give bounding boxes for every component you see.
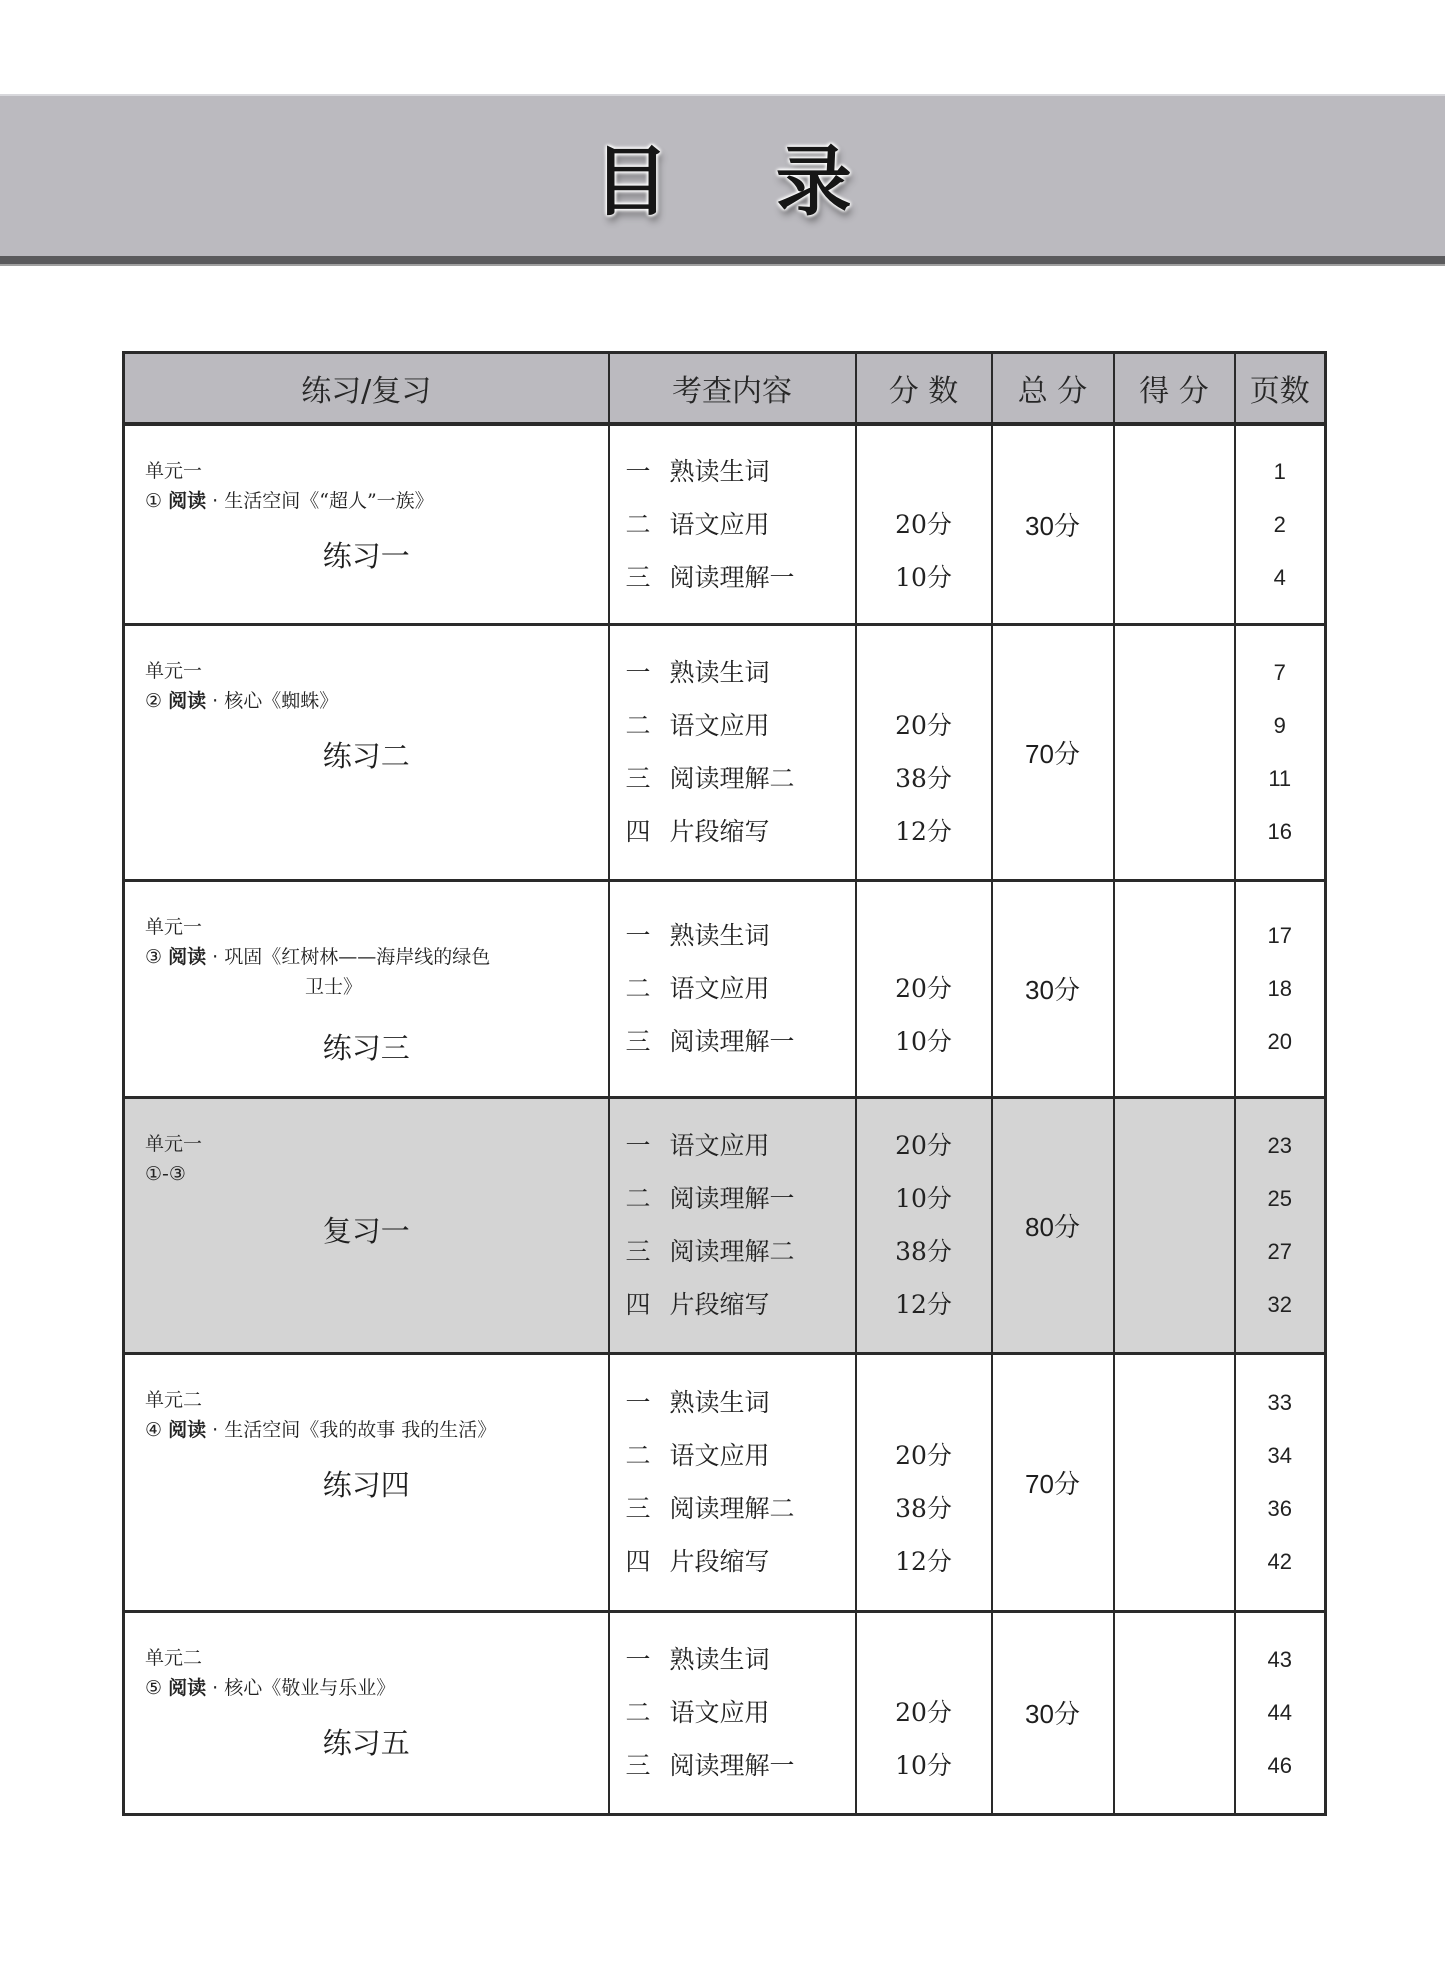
content-item [610, 551, 855, 604]
item-label: 熟读生词 [669, 921, 770, 950]
item-score: 12分 [895, 1290, 952, 1319]
earned-score-field[interactable] [1114, 624, 1235, 880]
lesson-line [145, 942, 490, 1002]
earned-score-field[interactable] [1114, 424, 1235, 624]
item-label: 阅读理解一 [669, 1027, 795, 1056]
content-item [610, 962, 855, 1015]
item-score: 20分 [895, 974, 952, 1003]
item-label: 熟读生词 [669, 658, 770, 687]
table-header-row [124, 353, 1326, 425]
exercise-cell [124, 1353, 609, 1611]
content-item [610, 1172, 855, 1225]
exercise-name: 复习一 [322, 1213, 410, 1248]
lesson-type: 阅读 [168, 689, 207, 712]
exercise-cell [124, 624, 609, 880]
item-label: 阅读理解二 [669, 1494, 795, 1523]
item-number: 二 [625, 1441, 651, 1470]
content-item [610, 1278, 855, 1331]
page-number: 20 [1267, 1029, 1292, 1054]
page-number: 1 [1273, 458, 1286, 484]
item-number: 三 [625, 764, 651, 793]
earned-score-field[interactable] [1114, 1353, 1235, 1611]
content-item [610, 1119, 855, 1172]
lesson-title: 《蜘蛛》 [262, 689, 339, 712]
item-score: 38分 [895, 764, 952, 793]
score-cell [856, 1353, 992, 1611]
content-cell [609, 624, 856, 880]
content-item [610, 1376, 855, 1429]
lesson-meta [145, 1643, 395, 1703]
exercise-row [124, 424, 1326, 624]
contents-table [122, 351, 1327, 1816]
content-cell [609, 1353, 856, 1611]
earned-score-field[interactable] [1114, 1097, 1235, 1353]
item-number: 三 [625, 1494, 651, 1523]
item-score [857, 445, 991, 498]
exercise-row [124, 880, 1326, 1097]
content-item [610, 1739, 855, 1792]
item-score: 12分 [895, 1547, 952, 1576]
page-number: 23 [1267, 1133, 1292, 1158]
lesson-title: 《红树林——海岸线的绿色 [262, 945, 491, 968]
lesson-category: · 核心 [212, 689, 263, 712]
item-number: 四 [625, 1290, 651, 1319]
item-label: 片段缩写 [669, 817, 770, 846]
lesson-line [145, 1415, 496, 1445]
item-score: 10分 [895, 1751, 952, 1780]
page-number: 36 [1267, 1496, 1292, 1521]
lesson-number: ①-③ [145, 1162, 186, 1185]
exercise-name: 练习三 [322, 1030, 410, 1065]
lesson-category: · 生活空间 [212, 1418, 301, 1441]
lesson-line [145, 686, 338, 716]
lesson-type: 阅读 [168, 1676, 207, 1699]
page-cell [1235, 880, 1326, 1097]
lesson-type: 阅读 [168, 1418, 207, 1441]
content-item [610, 1686, 855, 1739]
item-score: 10分 [895, 562, 952, 592]
item-number: 二 [625, 509, 651, 539]
content-item [610, 699, 855, 752]
page-number: 2 [1273, 511, 1286, 537]
lesson-number: ② [145, 689, 163, 712]
lesson-meta [145, 456, 434, 516]
content-item [610, 909, 855, 962]
lesson-number: ⑤ [145, 1676, 163, 1699]
page-cell [1235, 624, 1326, 880]
item-score: 12分 [895, 817, 952, 846]
header-exercise: 练习/复习 [124, 353, 609, 425]
lesson-title: 《“超人”一族》 [300, 490, 434, 512]
lesson-category: · 生活空间 [212, 490, 301, 512]
lesson-title: 《我的故事 我的生活》 [300, 1418, 497, 1441]
page-number: 16 [1267, 819, 1292, 844]
item-number: 一 [625, 456, 651, 486]
item-score: 38分 [895, 1237, 952, 1266]
content-cell [609, 424, 856, 624]
content-item [610, 1535, 855, 1588]
content-item [610, 1015, 855, 1068]
page-number: 18 [1267, 976, 1292, 1001]
unit-label: 单元一 [145, 1132, 203, 1155]
exercise-name: 练习四 [322, 1467, 410, 1502]
item-label: 阅读理解二 [669, 764, 795, 793]
item-label: 语文应用 [669, 974, 770, 1003]
page-number: 32 [1267, 1292, 1292, 1317]
page-number: 4 [1273, 564, 1286, 590]
item-label: 语文应用 [669, 1441, 770, 1470]
lesson-type: 阅读 [168, 490, 207, 512]
item-label: 阅读理解一 [669, 1751, 795, 1780]
exercise-cell [124, 1097, 609, 1353]
item-label: 阅读理解二 [669, 1237, 795, 1266]
exercise-name: 练习二 [322, 738, 410, 773]
content-cell [609, 1611, 856, 1814]
lesson-meta [145, 656, 338, 716]
lesson-line [145, 486, 434, 516]
item-number: 四 [625, 1547, 651, 1576]
item-number: 一 [625, 921, 651, 950]
total-score: 30分 [992, 424, 1114, 624]
exercise-row [124, 1611, 1326, 1814]
item-label: 熟读生词 [669, 456, 770, 486]
page-number: 27 [1267, 1239, 1292, 1264]
content-cell [609, 1097, 856, 1353]
content-item [610, 445, 855, 498]
lesson-line [145, 1673, 395, 1703]
lesson-number: ③ [145, 945, 163, 968]
item-number: 一 [625, 1131, 651, 1160]
content-cell [609, 880, 856, 1097]
item-label: 语文应用 [669, 711, 770, 740]
page-number: 34 [1267, 1443, 1292, 1468]
total-score: 70分 [992, 1353, 1114, 1611]
header-score: 分 数 [856, 353, 992, 425]
item-score: 20分 [895, 711, 952, 740]
item-number: 二 [625, 1184, 651, 1213]
item-score: 10分 [895, 1027, 952, 1056]
item-score [857, 909, 991, 962]
lesson-meta [145, 1129, 202, 1189]
content-item [610, 1225, 855, 1278]
page-number: 25 [1267, 1186, 1292, 1211]
item-number: 三 [625, 1237, 651, 1266]
page-number: 33 [1267, 1390, 1292, 1415]
item-score: 10分 [895, 1184, 952, 1213]
item-score: 20分 [895, 509, 952, 539]
score-cell [856, 1097, 992, 1353]
item-label: 熟读生词 [669, 1645, 770, 1674]
item-score: 20分 [895, 1698, 952, 1727]
content-item [610, 498, 855, 551]
lesson-meta [145, 1385, 496, 1445]
review-row [124, 1097, 1326, 1353]
page-cell [1235, 1611, 1326, 1814]
header-page: 页数 [1235, 353, 1326, 425]
item-label: 阅读理解一 [669, 562, 795, 592]
item-score: 20分 [895, 1131, 952, 1160]
lesson-number: ① [145, 490, 163, 512]
exercise-cell [124, 880, 609, 1097]
score-cell [856, 880, 992, 1097]
score-cell [856, 424, 992, 624]
item-label: 语文应用 [669, 1131, 770, 1160]
item-score [857, 1376, 991, 1429]
item-label: 语文应用 [669, 1698, 770, 1727]
lesson-type: 阅读 [168, 945, 207, 968]
item-number: 二 [625, 1698, 651, 1727]
total-score: 30分 [992, 880, 1114, 1097]
earned-score-field[interactable] [1114, 1611, 1235, 1814]
item-number: 三 [625, 1751, 651, 1780]
exercise-cell [124, 1611, 609, 1814]
page-number: 17 [1267, 923, 1292, 948]
lesson-number: ④ [145, 1418, 163, 1441]
lesson-category: · 巩固 [212, 945, 263, 968]
page-cell [1235, 1353, 1326, 1611]
header-content: 考查内容 [609, 353, 856, 425]
item-score: 38分 [895, 1494, 952, 1523]
banner-divider [0, 256, 1445, 266]
item-score [857, 1633, 991, 1686]
header-earned: 得 分 [1114, 353, 1235, 425]
lesson-title-continued: 卫士》 [305, 975, 363, 998]
lesson-title: 《敬业与乐业》 [262, 1676, 396, 1699]
page-number: 46 [1267, 1753, 1292, 1778]
item-number: 一 [625, 658, 651, 687]
item-score: 20分 [895, 1441, 952, 1470]
page-number: 44 [1267, 1700, 1292, 1725]
exercise-name: 练习一 [322, 539, 410, 573]
page-cell [1235, 424, 1326, 624]
item-label: 片段缩写 [669, 1547, 770, 1576]
exercise-name: 练习五 [322, 1725, 410, 1760]
unit-label: 单元一 [145, 659, 203, 682]
content-item [610, 805, 855, 858]
item-number: 三 [625, 562, 651, 592]
unit-label: 单元一 [145, 460, 203, 482]
header-total: 总 分 [992, 353, 1114, 425]
item-number: 二 [625, 711, 651, 740]
item-label: 片段缩写 [669, 1290, 770, 1319]
page-title: 目 录 [593, 136, 892, 226]
content-item [610, 1482, 855, 1535]
score-cell [856, 1611, 992, 1814]
unit-label: 单元二 [145, 1388, 203, 1411]
unit-label: 单元一 [145, 915, 203, 938]
item-number: 一 [625, 1388, 651, 1417]
page-number: 42 [1267, 1549, 1292, 1574]
content-item [610, 1633, 855, 1686]
content-item [610, 1429, 855, 1482]
item-number: 三 [625, 1027, 651, 1056]
item-score [857, 646, 991, 699]
item-number: 四 [625, 817, 651, 846]
lesson-line [145, 1159, 202, 1189]
page-number: 11 [1268, 766, 1292, 791]
lesson-category: · 核心 [212, 1676, 263, 1699]
page-number: 9 [1273, 713, 1286, 738]
item-label: 阅读理解一 [669, 1184, 795, 1213]
lesson-meta [145, 912, 490, 1002]
exercise-row [124, 624, 1326, 880]
page-number: 43 [1267, 1647, 1292, 1672]
item-label: 语文应用 [669, 509, 770, 539]
score-cell [856, 624, 992, 880]
total-score: 80分 [992, 1097, 1114, 1353]
content-item [610, 752, 855, 805]
earned-score-field[interactable] [1114, 880, 1235, 1097]
unit-label: 单元二 [145, 1646, 203, 1669]
exercise-row [124, 1353, 1326, 1611]
page-cell [1235, 1097, 1326, 1353]
page-number: 7 [1273, 660, 1286, 685]
item-label: 熟读生词 [669, 1388, 770, 1417]
item-number: 一 [625, 1645, 651, 1674]
total-score: 70分 [992, 624, 1114, 880]
content-item [610, 646, 855, 699]
total-score: 30分 [992, 1611, 1114, 1814]
item-number: 二 [625, 974, 651, 1003]
exercise-cell [124, 424, 609, 624]
